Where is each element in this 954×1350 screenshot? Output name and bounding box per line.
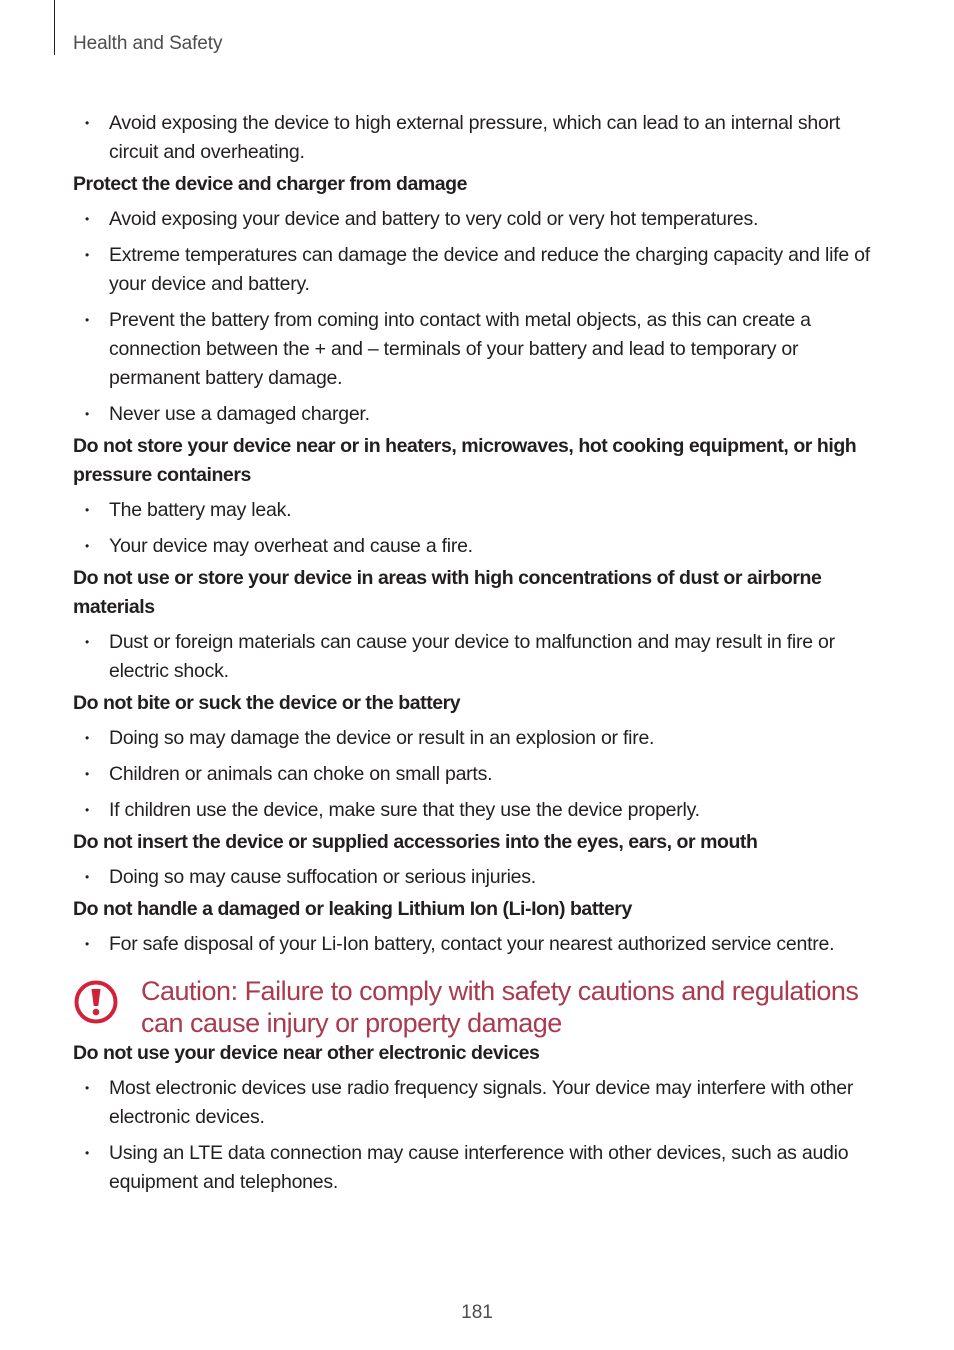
bullet-item: • Prevent the battery from coming into contact with metal objects, as this can create a connection between the + and – terminals of your battery and lead to temporary or permanent battery damage. — [73, 306, 883, 393]
bullet-item: • Doing so may cause suffocation or serious injuries. — [73, 863, 883, 892]
caution-exclamation-icon — [73, 979, 119, 1025]
header-rule — [54, 0, 55, 55]
bullet-item: • Doing so may damage the device or result in an explosion or fire. — [73, 724, 883, 753]
bullet-list — [73, 628, 883, 686]
section-heading: Protect the device and charger from damage — [73, 173, 467, 195]
page-number: 181 — [461, 1302, 493, 1323]
page-content — [73, 109, 883, 1204]
bullet-item: • Your device may overheat and cause a fire. — [73, 532, 883, 561]
bullet-item: • Extreme temperatures can damage the device and reduce the charging capacity and life of your device and battery. — [73, 241, 883, 299]
bullet-item: • Avoid exposing the device to high external pressure, which can lead to an internal short circuit and overheating. — [73, 109, 883, 167]
section-heading: Do not use your device near other electronic devices — [73, 1042, 540, 1064]
caution-title: Caution: Failure to comply with safety cautions and regulations can cause injury or property damage — [141, 976, 859, 1038]
bullet-item: • Avoid exposing your device and battery to very cold or very hot temperatures. — [73, 205, 883, 234]
bullet-item: • Most electronic devices use radio frequency signals. Your device may interfere with other electronic devices. — [73, 1074, 883, 1132]
section-heading: Do not bite or suck the device or the battery — [73, 692, 461, 714]
bullet-list — [73, 724, 883, 825]
bullet-list — [73, 863, 883, 892]
bullet-list — [73, 930, 883, 959]
bullet-item: • Using an LTE data connection may cause interference with other devices, such as audio equipment and telephones. — [73, 1139, 883, 1197]
section-heading: Do not insert the device or supplied accessories into the eyes, ears, or mouth — [73, 831, 758, 853]
bullet-list — [73, 109, 883, 167]
bullet-item: • For safe disposal of your Li-Ion battery, contact your nearest authorized service centre. — [73, 930, 883, 959]
bullet-item: • If children use the device, make sure that they use the device properly. — [73, 796, 883, 825]
bullet-item: • The battery may leak. — [73, 496, 883, 525]
bullet-list — [73, 1074, 883, 1197]
bullet-item: • Never use a damaged charger. — [73, 400, 883, 429]
caution-callout — [73, 975, 883, 1039]
bullet-list — [73, 496, 883, 561]
bullet-list — [73, 205, 883, 429]
bullet-item: • Dust or foreign materials can cause your device to malfunction and may result in fire or electric shock. — [73, 628, 883, 686]
section-heading: Do not store your device near or in heaters, microwaves, hot cooking equipment, or high pressure containers — [73, 435, 857, 486]
running-header: Health and Safety — [73, 33, 223, 54]
bullet-item: • Children or animals can choke on small parts. — [73, 760, 883, 789]
section-heading: Do not handle a damaged or leaking Lithium Ion (Li-Ion) battery — [73, 898, 632, 920]
section-heading: Do not use or store your device in areas with high concentrations of dust or airborne materials — [73, 567, 822, 618]
